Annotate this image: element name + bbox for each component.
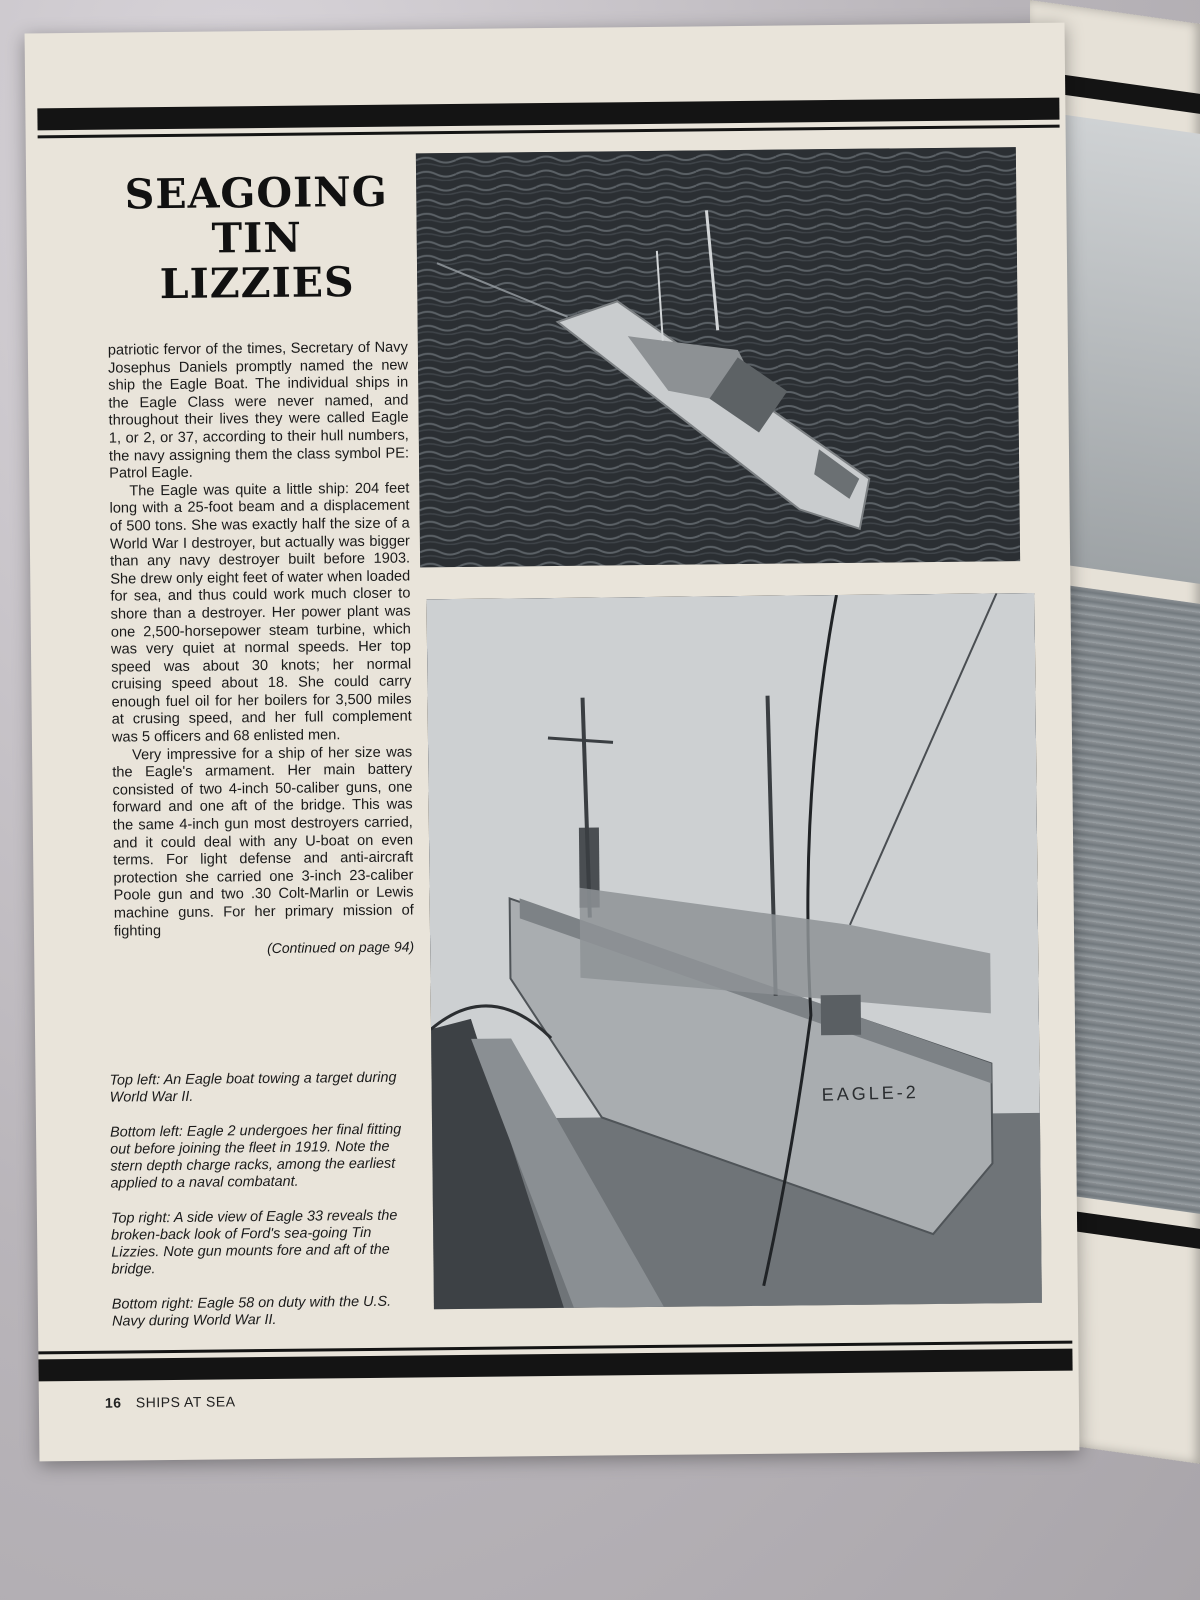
title-line-1: SEAGOING (124, 167, 389, 219)
photo-eagle-boat-aerial (416, 147, 1020, 567)
page-footer (105, 1393, 236, 1410)
caption-bottom-right: Bottom right: Eagle 58 on duty with the U.S. Navy during World War II. (111, 1293, 392, 1330)
article-body (108, 339, 414, 959)
title-line-3: LIZZIES (159, 258, 355, 309)
caption-top-left: Top left: An Eagle boat towing a target during World War II. (109, 1069, 397, 1106)
facing-page-photo-top (1050, 113, 1200, 584)
bottom-rule-thick (38, 1349, 1072, 1382)
hull-marking-label: EAGLE-2 (821, 1082, 919, 1105)
page-number: 16 (104, 1394, 122, 1411)
title-line-2: TIN (211, 213, 303, 263)
article-paragraph-2: The Eagle was quite a little ship: 204 feet long with a 25-foot beam and a displacement of 500 tons. She was exactly half the size of a World War I destroyer, but actually was bigger than any navy destroyer built before 1903. She drew only eight feet of water when loaded for sea, and thus could work much closer to shore than a destroyer. Her power plant was one 2,500-horsepower steam turbine, which was very quiet at normal speeds. Her top speed was about 30 knots; her normal cruising speed about 18. She could carry enough fuel oil for her boilers for 3,500 miles at crusing speed, and her full complement was 5 officers and 68 enlisted men. (109, 480, 412, 746)
caption-top-right: Top right: A side view of Eagle 33 reveals the broken-back look of Ford's sea-going Tin Lizzies. Note gun mounts fore and aft of the bridge. (110, 1207, 398, 1278)
magazine-page (25, 23, 1080, 1462)
photo-captions (109, 1069, 414, 1348)
dockside-ship-illustration (426, 593, 1041, 1309)
publication-name: SHIPS AT SEA (135, 1393, 236, 1411)
photo-eagle-2-fitting-out (426, 593, 1041, 1309)
article-paragraph-1: patriotic fervor of the times, Secretary of Navy Josephus Daniels promptly named the new ship the Eagle Boat. The individual ships in the Eagle Class were never named, and throughout their lives they were called Eagle 1, or 2, or 37, according to their hull numbers, the navy assigning them the class symbol PE: Patrol Eagle. (107, 339, 410, 482)
caption-bottom-left: Bottom left: Eagle 2 undergoes her final fitting out before joining the fleet in 1919. Note the stern depth charge racks, among the earliest applied to a naval combatant. (109, 1121, 402, 1192)
continued-note: (Continued on page 94) (266, 938, 415, 957)
aerial-ship-illustration (416, 147, 1020, 567)
article-paragraph-3: Very impressive for a ship of her size was the Eagle's armament. Her main battery consisted of two 4-inch 50-caliber guns, one forward and one aft of the bridge. This was the same 4-inch gun most destroyers carried, and it could deal with any U-boat on even terms. For light defense and anti-aircraft protection she carried one 3-inch 23-caliber Poole gun and two .30 Colt-Marlin or Lewis machine guns. For her primary mission of fighting (112, 744, 414, 940)
facing-page-photo-bottom (1060, 584, 1200, 1214)
article-title (106, 169, 407, 307)
